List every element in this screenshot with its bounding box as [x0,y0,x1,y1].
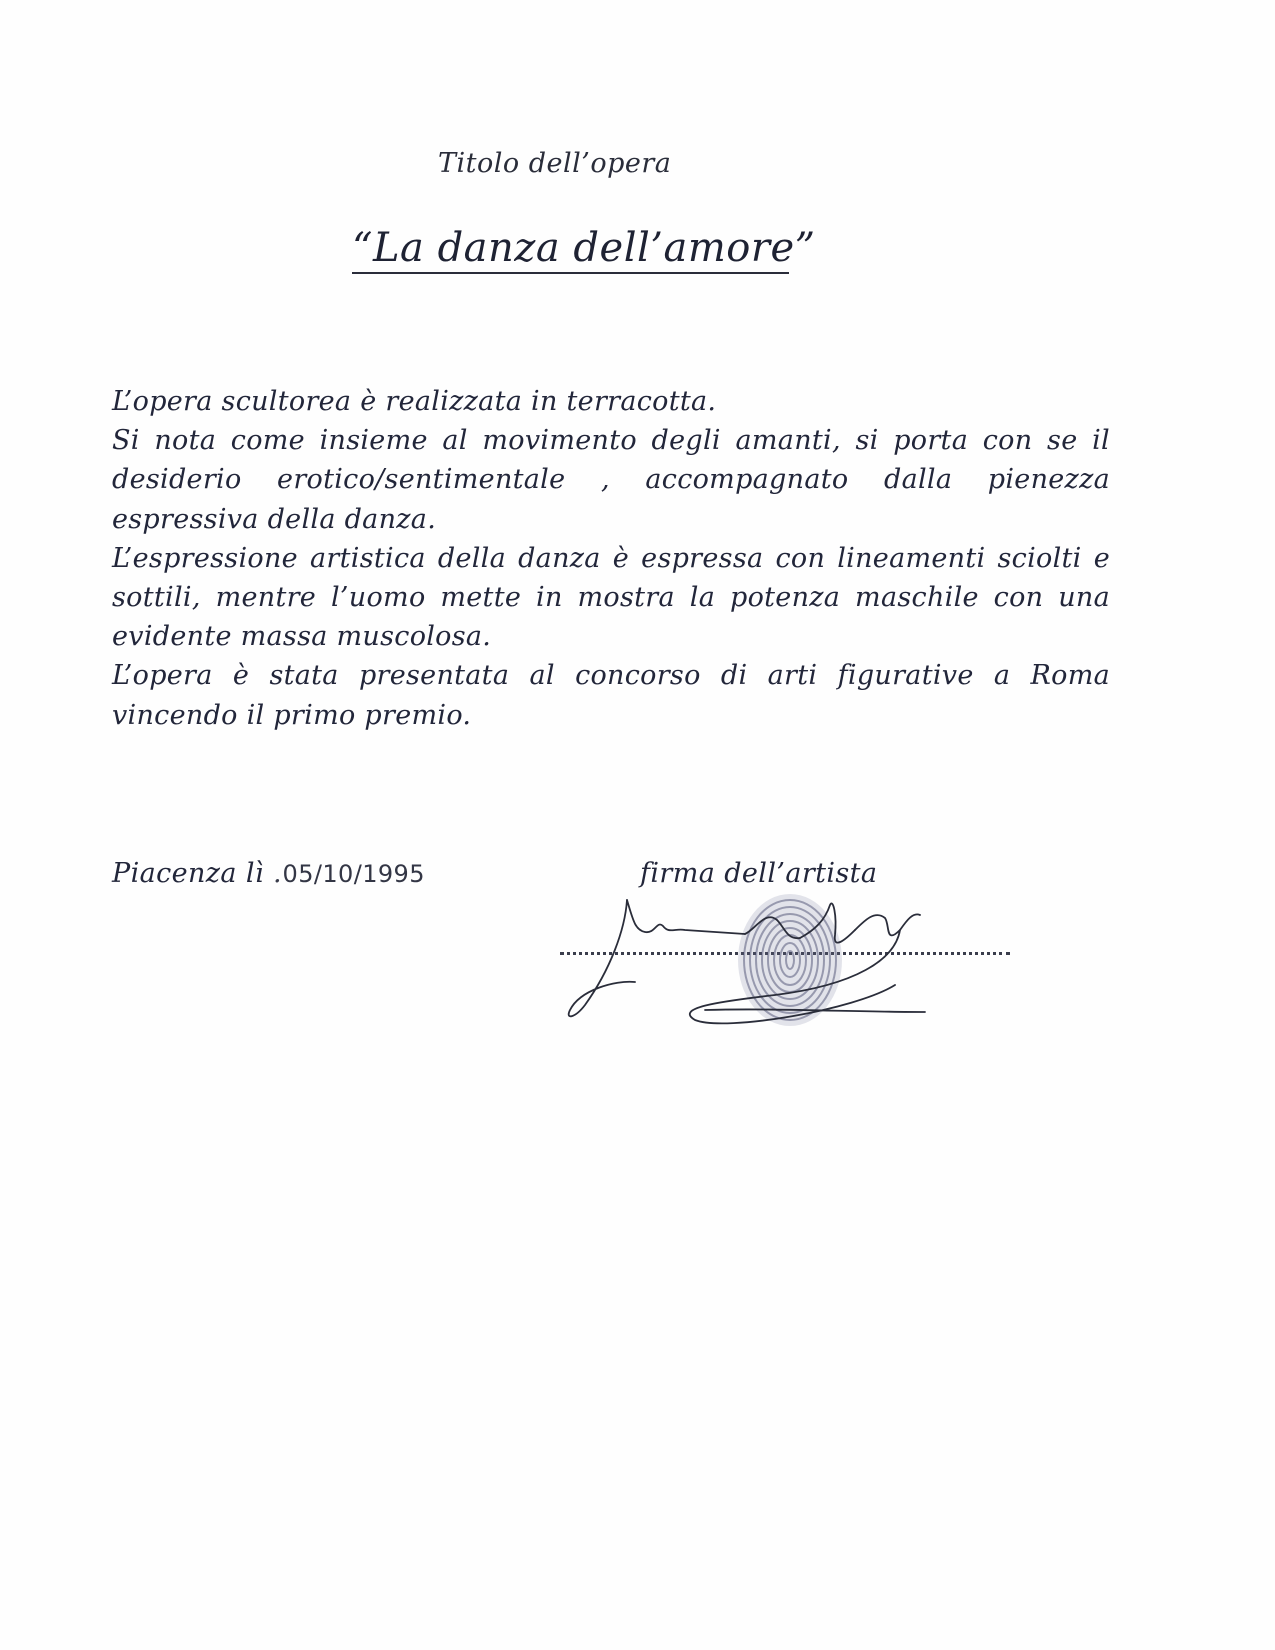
title-underline [352,272,789,274]
artist-signature-with-fingerprint [555,890,985,1030]
place-label: Piacenza lì [112,858,273,889]
artwork-title-label: Titolo dell’opera [438,148,672,179]
artwork-title: “La danza dell’amore” [352,225,816,271]
description-paragraph-1: L’opera scultorea è realizzata in terracotta. [112,386,717,417]
description-paragraph-2: Si nota come insieme al movimento degli amanti, si porta con se il desiderio erotico/sentimentale , accompagnato dalla pienezza espressiva della danza. [112,425,1110,535]
date-leader-dots: . [272,858,283,889]
signature-label: firma dell’artista [640,858,878,889]
description-paragraph-4: L’opera è stata presentata al concorso di arti figurative a Roma vincendo il primo premio. [112,660,1110,731]
place-and-date [112,858,425,889]
description-paragraph-3: L’espressione artistica della danza è espressa con lineamenti sciolti e sottili, mentre l’uomo mette in mostra la potenza maschile con una evidente massa muscolosa. [112,542,1110,653]
handwritten-date: 05/10/1995 [282,860,425,888]
artwork-description [112,382,1110,735]
